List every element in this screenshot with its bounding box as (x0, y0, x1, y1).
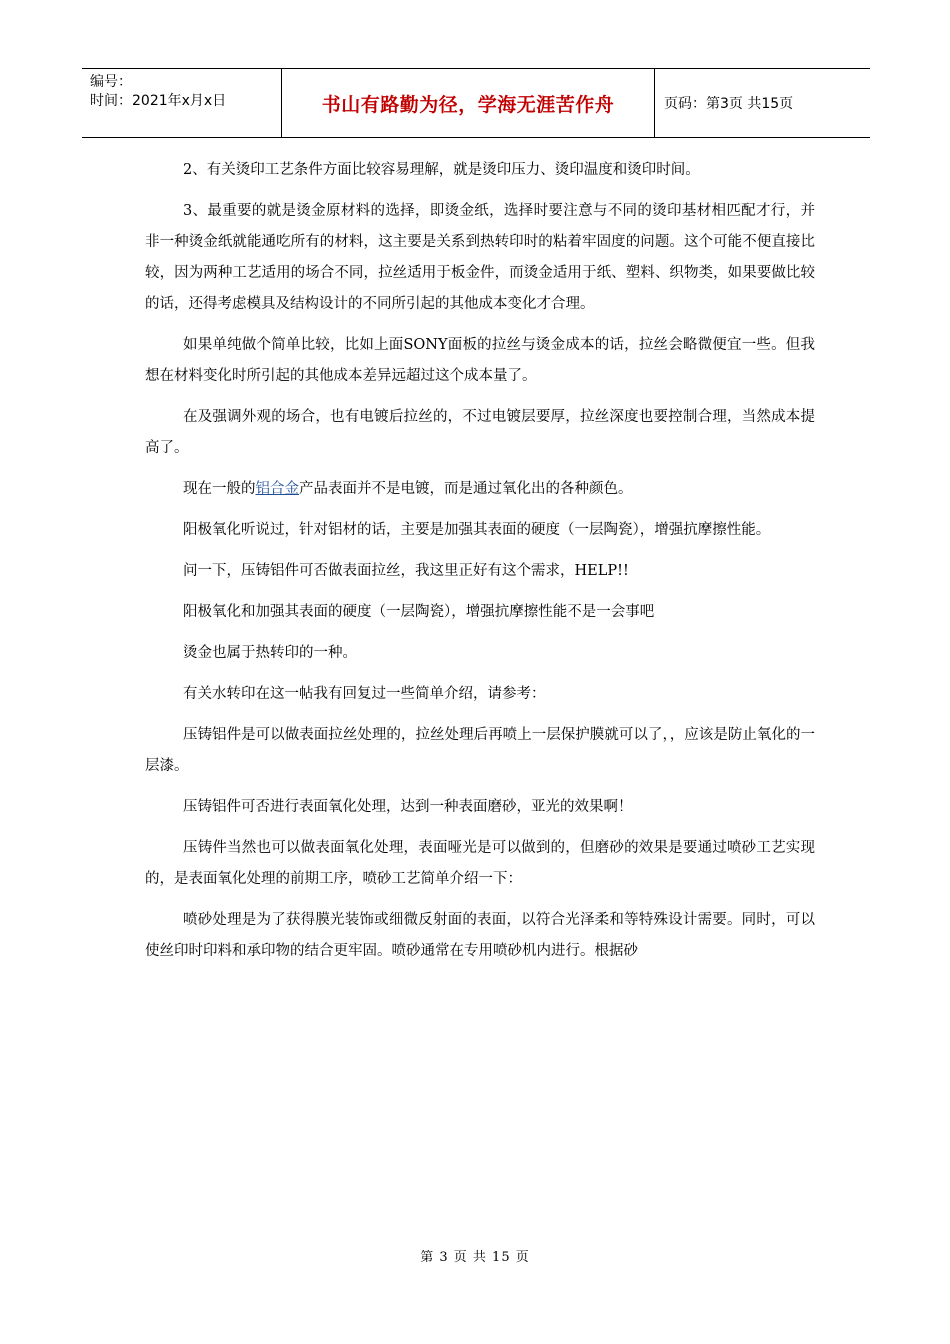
document-number-label: 编号： (90, 74, 132, 90)
paragraph: 3、最重要的就是烫金原材料的选择，即烫金纸，选择时要注意与不同的烫印基材相匹配才行，并非一种烫金纸就能通吃所有的材料，这主要是关系到热转印时的粘着牢固度的问题。这个可能不便直接比较，因为两种工艺适用的场合不同，拉丝适用于板金件，而烫金适用于纸、塑料、织物类，如果要做比较的话，还得考虑模具及结构设计的不同所引起的其他成本变化才合理。 (145, 203, 815, 312)
aluminum-alloy-link[interactable]: 铝合金 (255, 481, 299, 497)
paragraph: 烫金也属于热转印的一种。 (183, 645, 357, 661)
paragraph: 阳极氧化和加强其表面的硬度（一层陶瓷），增强抗摩擦性能不是一会事吧 (183, 604, 655, 620)
header-meta (82, 69, 282, 137)
paragraph (145, 474, 815, 505)
paragraph-text-after: 产品表面并不是电镀，而是通过氧化出的各种颜色。 (299, 481, 633, 497)
header-motto: 书山有路勤为径，学海无涯苦作舟 (282, 69, 655, 137)
paragraph: 在及强调外观的场合，也有电镀后拉丝的，不过电镀层要厚，拉丝深度也要控制合理，当然成本提高了。 (145, 409, 815, 456)
document-header (82, 68, 870, 138)
paragraph: 2、有关烫印工艺条件方面比较容易理解，就是烫印压力、烫印温度和烫印时间。 (183, 162, 700, 178)
document-body (145, 155, 815, 977)
document-date-label: 时间：2021年x月x日 (90, 93, 227, 109)
paragraph: 问一下，压铸铝件可否做表面拉丝，我这里正好有这个需求，HELP!! (183, 563, 629, 579)
paragraph: 阳极氧化听说过，针对铝材的话，主要是加强其表面的硬度（一层陶瓷），增强抗摩擦性能。 (183, 522, 771, 538)
paragraph-text-before: 现在一般的 (183, 481, 256, 497)
paragraph: 压铸铝件是可以做表面拉丝处理的，拉丝处理后再喷上一层保护膜就可以了，，应该是防止氧化的一层漆。 (145, 727, 815, 774)
paragraph: 如果单纯做个简单比较，比如上面SONY面板的拉丝与烫金成本的话，拉丝会略微便宜一些。但我想在材料变化时所引起的其他成本差异远超过这个成本量了。 (145, 337, 815, 384)
paragraph: 有关水转印在这一帖我有回复过一些简单介绍，请参考： (183, 686, 546, 702)
header-page-number: 页码：第3页 共15页 (664, 96, 794, 112)
paragraph: 压铸件当然也可以做表面氧化处理，表面哑光是可以做到的，但磨砂的效果是要通过喷砂工艺实现的，是表面氧化处理的前期工序，喷砂工艺简单介绍一下： (145, 840, 815, 887)
paragraph: 压铸铝件可否进行表面氧化处理，达到一种表面磨砂，亚光的效果啊！ (183, 799, 633, 815)
page-footer: 第 3 页 共 15 页 (420, 1250, 530, 1265)
paragraph: 喷砂处理是为了获得膜光装饰或细微反射面的表面，以符合光泽柔和等特殊设计需要。同时，可以使丝印时印料和承印物的结合更牢固。喷砂通常在专用喷砂机内进行。根据砂 (145, 912, 815, 959)
